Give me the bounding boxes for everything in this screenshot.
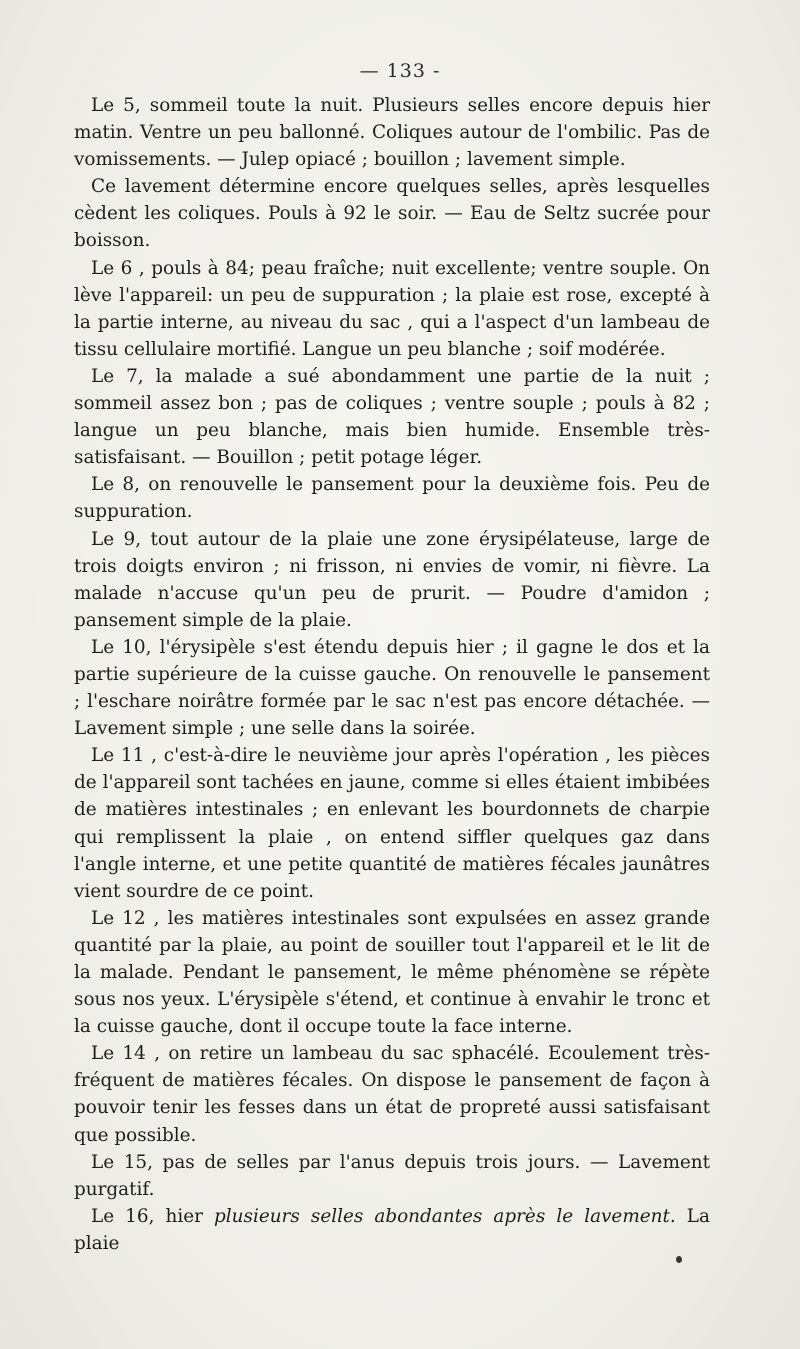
paragraph: Le 5, sommeil toute la nuit. Plusieurs selles encore depuis hier matin. Ventre un peu ballonné. Coliques autour de l'ombilic. Pas de vomissements. — Julep opiacé ; bouillon ; lavement simple. — [74, 95, 710, 171]
paragraph: Le 12 , les matières intestinales sont expulsées en assez grande quantité par la plaie, au point de souiller tout l'appareil et le lit de la malade. Pendant le pansement, le même phénomène se répète sous nos yeux. L'érysipèle s'étend, et continue à envahir le tronc et la cuisse gauche, dont il occupe toute la face interne. — [74, 907, 710, 1038]
paragraph-tail: La plaie — [74, 1205, 710, 1254]
paragraph: Ce lavement détermine encore quelques selles, après lesquelles cèdent les coliques. Pouls à 92 le soir. — Eau de Seltz sucrée pour boisson. — [74, 176, 710, 252]
paragraph: Le 14 , on retire un lambeau du sac sphacélé. Ecoulement très-fréquent de matières fécales. On dispose le pansement de façon à pouvoir tenir les fesses dans un état de propreté aussi satisfaisant que possible. — [74, 1043, 710, 1146]
ink-speck — [676, 1256, 682, 1263]
paragraph: Le 9, tout autour de la plaie une zone érysipélateuse, large de trois doigts environ ; ni frisson, ni envies de vomir, ni fièvre. La malade n'accuse qu'un peu de prurit. — Poudre d'amidon ; pansement simple de la plaie. — [74, 528, 710, 631]
paragraph-italic: plusieurs selles abondantes après le lavement. — [214, 1205, 676, 1227]
paragraph-last — [74, 1203, 710, 1257]
paragraph: Le 11 , c'est-à-dire le neuvième jour après l'opération , les pièces de l'appareil sont tachées en jaune, comme si elles étaient imbibées de matières intestinales ; en enlevant les bourdonnets de charpie qui remplissent la plaie , on entend siffler quelques gaz dans l'angle interne, et une petite quantité de matières fécales jaunâtres vient sourdre de ce point. — [74, 745, 710, 902]
paragraph: Le 6 , pouls à 84; peau fraîche; nuit excellente; ventre souple. On lève l'appareil: un peu de suppuration ; la plaie est rose, excepté à la partie interne, au niveau du sac , qui a l'aspect d'un lambeau de tissu cellulaire mortifié. Langue un peu blanche ; soif modérée. — [74, 257, 710, 360]
paragraph: Le 10, l'érysipèle s'est étendu depuis hier ; il gagne le dos et la partie supérieure de la cuisse gauche. On renouvelle le pansement ; l'eschare noirâtre formée par le sac n'est pas encore détachée. — Lavement simple ; une selle dans la soirée. — [74, 636, 710, 740]
paragraph-lead: Le 16, hier — [91, 1205, 215, 1227]
paragraph: Le 7, la malade a sué abondamment une partie de la nuit ; sommeil assez bon ; pas de coliques ; ventre souple ; pouls à 82 ; langue un peu blanche, mais bien humide. Ensemble très-satisfaisant. — Bouillon ; petit potage léger. — [74, 365, 710, 469]
body-text — [74, 92, 710, 1257]
paragraph: Le 15, pas de selles par l'anus depuis trois jours. — Lavement purgatif. — [74, 1151, 710, 1200]
page-number: — 133 - — [359, 60, 441, 82]
paragraph: Le 8, on renouvelle le pansement pour la deuxième fois. Peu de suppuration. — [74, 474, 710, 523]
